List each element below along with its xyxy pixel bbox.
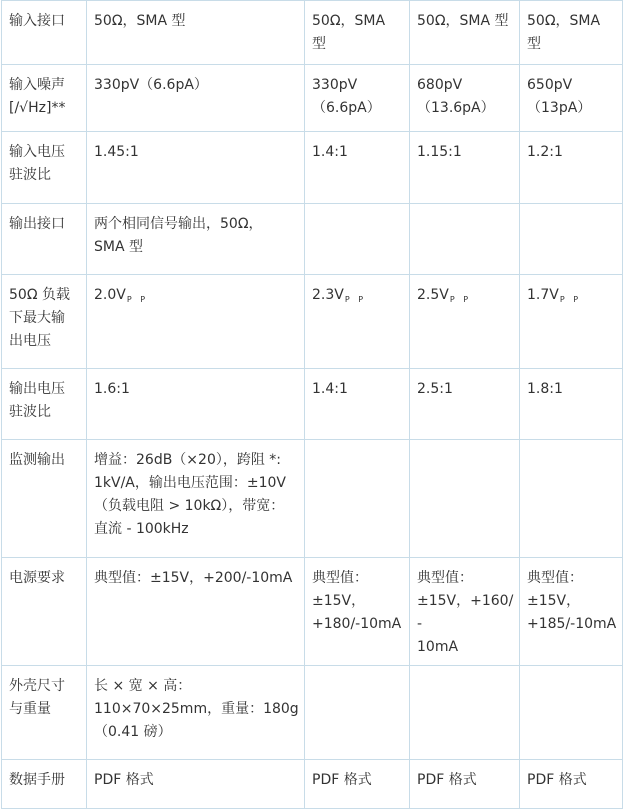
row-label: 输出电压 驻波比 <box>2 369 87 440</box>
table-cell: 1.45:1 <box>87 132 305 204</box>
table-cell: 长 × 宽 × 高： 110×70×25mm，重量：180g （0.41 磅） <box>87 666 305 760</box>
row-label: 监测输出 <box>2 440 87 558</box>
spec-table <box>1 0 623 809</box>
table-cell: 两个相同信号输出，50Ω， SMA 型 <box>87 204 305 275</box>
table-cell: 330pV （6.6pA） <box>305 65 410 132</box>
row-label: 数据手册 <box>2 760 87 809</box>
row-label: 输入接口 <box>2 1 87 65</box>
row-label: 输入电压 驻波比 <box>2 132 87 204</box>
table-cell: 1.8:1 <box>520 369 623 440</box>
table-cell <box>305 204 410 275</box>
table-cell <box>520 275 623 369</box>
row-label: 电源要求 <box>2 558 87 666</box>
table-cell: 典型值：±15V，+200/-10mA <box>87 558 305 666</box>
table-cell: 典型值： ±15V， +180/-10mA <box>305 558 410 666</box>
table-cell <box>410 204 520 275</box>
table-cell: 330pV（6.6pA） <box>87 65 305 132</box>
cell-subscript: P P <box>559 295 582 304</box>
table-row <box>2 275 623 369</box>
table-cell <box>410 440 520 558</box>
table-row <box>2 65 623 132</box>
cell-subscript: P P <box>449 295 472 304</box>
table-cell: 2.5:1 <box>410 369 520 440</box>
table-cell: PDF 格式 <box>410 760 520 809</box>
row-label: 50Ω 负载 下最大输 出电压 <box>2 275 87 369</box>
table-cell: 典型值： ±15V，+160/- 10mA <box>410 558 520 666</box>
table-cell <box>520 666 623 760</box>
table-cell: PDF 格式 <box>305 760 410 809</box>
cell-value: 2.5V <box>417 287 449 303</box>
table-cell: PDF 格式 <box>87 760 305 809</box>
table-row <box>2 204 623 275</box>
table-cell <box>410 666 520 760</box>
table-cell: PDF 格式 <box>520 760 623 809</box>
table-row <box>2 666 623 760</box>
table-cell: 50Ω，SMA 型 <box>520 1 623 65</box>
table-row <box>2 369 623 440</box>
table-cell <box>520 440 623 558</box>
table-cell: 50Ω，SMA 型 <box>87 1 305 65</box>
cell-subscript: P P <box>126 295 149 304</box>
table-cell <box>305 275 410 369</box>
table-cell: 1.4:1 <box>305 369 410 440</box>
table-cell: 增益：26dB（×20），跨阻 *: 1kV/A，输出电压范围：±10V （负载电阻 > 10kΩ），带宽： 直流 - 100kHz <box>87 440 305 558</box>
table-row <box>2 440 623 558</box>
table-cell: 680pV （13.6pA） <box>410 65 520 132</box>
table-cell: 1.4:1 <box>305 132 410 204</box>
row-label: 输入噪声 [/√Hz]** <box>2 65 87 132</box>
table-cell: 1.15:1 <box>410 132 520 204</box>
table-cell <box>410 275 520 369</box>
table-row <box>2 132 623 204</box>
table-row <box>2 558 623 666</box>
table-cell <box>520 204 623 275</box>
table-cell: 1.6:1 <box>87 369 305 440</box>
row-label: 外壳尺寸 与重量 <box>2 666 87 760</box>
table-row <box>2 1 623 65</box>
row-label: 输出接口 <box>2 204 87 275</box>
table-cell <box>87 275 305 369</box>
table-cell: 典型值： ±15V， +185/-10mA <box>520 558 623 666</box>
cell-value: 2.3V <box>312 287 344 303</box>
table-cell: 650pV （13pA） <box>520 65 623 132</box>
cell-value: 1.7V <box>527 287 559 303</box>
table-cell: 1.2:1 <box>520 132 623 204</box>
table-row <box>2 760 623 809</box>
table-cell: 50Ω，SMA 型 <box>410 1 520 65</box>
table-cell <box>305 666 410 760</box>
cell-subscript: P P <box>344 295 367 304</box>
table-cell <box>305 440 410 558</box>
table-cell: 50Ω，SMA 型 <box>305 1 410 65</box>
cell-value: 2.0V <box>94 287 126 303</box>
